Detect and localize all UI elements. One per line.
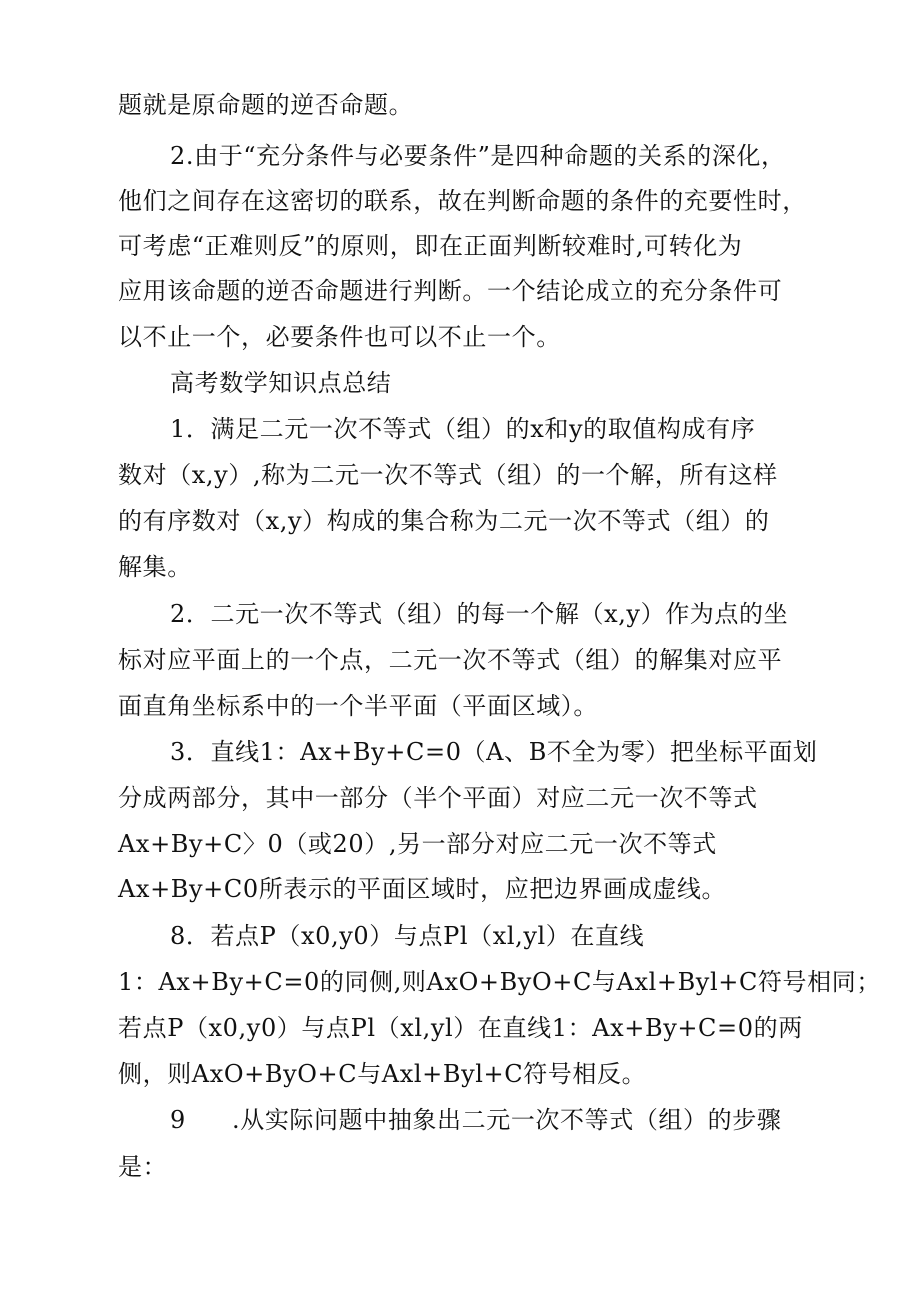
text-line: 可考虑“正难则反”的原则，即在正面判断较难时,可转化为 (118, 232, 743, 260)
text-line: 面直角坐标系中的一个半平面（平面区域）。 (118, 692, 598, 720)
text-line: 1．满足二元一次不等式（组）的x和y的取值构成有序 (170, 415, 756, 443)
text-line: 数对（x,y）,称为二元一次不等式（组）的一个解，所有这样 (118, 461, 778, 489)
text-line: 以不止一个，必要条件也可以不止一个。 (118, 323, 561, 351)
text-line: 3．直线1：Ax+By+C=0（A、B不全为零）把坐标平面划 (170, 738, 818, 766)
text-line: 2.由于“充分条件与必要条件”是四种命题的关系的深化， (170, 142, 786, 170)
numbered-line (170, 1105, 781, 1135)
text-line: 标对应平面上的一个点，二元一次不等式（组）的解集对应平 (118, 646, 783, 674)
text-line: 他们之间存在这密切的联系，故在判断命题的条件的充要性时， (118, 187, 807, 215)
text-line: 应用该命题的逆否命题进行判断。一个结论成立的充分条件可 (118, 277, 783, 305)
text-line: 若点P（x0,y0）与点Pl（xl,yl）在直线1：Ax+By+C=0的两 (118, 1014, 803, 1042)
text-line: 分成两部分，其中一部分（半个平面）对应二元一次不等式 (118, 784, 758, 812)
text-line: 的有序数对（x,y）构成的集合称为二元一次不等式（组）的 (118, 507, 770, 535)
text-line: 8．若点P（x0,y0）与点Pl（xl,yl）在直线 (170, 922, 645, 950)
text-line: .从实际问题中抽象出二元一次不等式（组）的步骤 (232, 1106, 782, 1134)
text-line: 2．二元一次不等式（组）的每一个解（x,y）作为点的坐 (170, 600, 789, 628)
text-line: Ax+By+C0所表示的平面区域时，应把边界画成虚线。 (118, 875, 727, 903)
item-number: 9 (170, 1106, 186, 1134)
text-line: 1：Ax+By+C=0的同侧,则AxO+ByO+C与Axl+Byl+C符号相同； (118, 968, 881, 996)
text-line: 侧，则AxO+ByO+C与Axl+Byl+C符号相反。 (118, 1060, 647, 1088)
text-line: Ax+By+C〉0（或20）,另一部分对应二元一次不等式 (118, 830, 717, 858)
text-line: 是： (118, 1153, 168, 1181)
text-line: 题就是原命题的逆否命题。 (118, 91, 414, 119)
text-line: 解集。 (118, 553, 192, 581)
section-heading: 高考数学知识点总结 (170, 369, 392, 397)
